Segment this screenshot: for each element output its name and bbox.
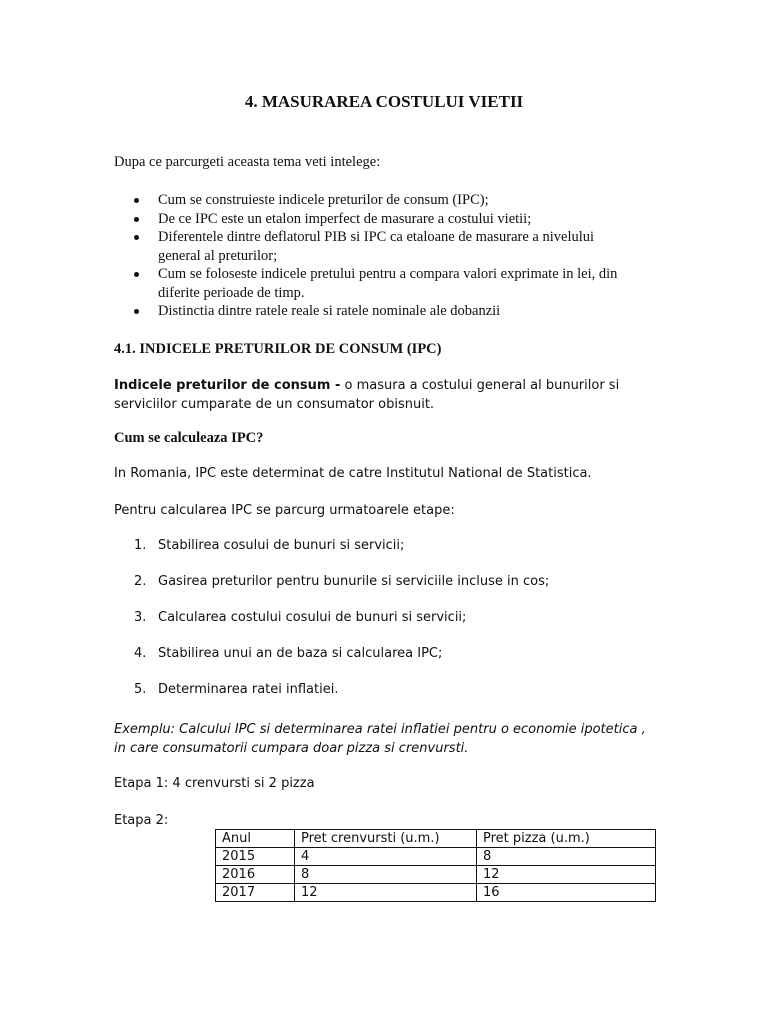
list-item (114, 610, 549, 646)
table-cell: 2017 (216, 884, 295, 902)
step-number: 3. (134, 610, 147, 625)
definition-text: o masura a costului general al bunurilor si serviciilor cumparate de un consumator obisnuit. (114, 378, 620, 412)
table-header-row (216, 830, 656, 848)
paragraph: In Romania, IPC este determinat de catre Institutul National de Statistica. (114, 466, 592, 481)
table-row (216, 848, 656, 866)
steps-list (114, 538, 549, 718)
list-item: De ce IPC este un etalon imperfect de masurare a costului vietii; (114, 210, 634, 229)
step-text: Calcularea costului cosului de bunuri si servicii; (158, 610, 467, 625)
step-number: 2. (134, 574, 147, 589)
table-row (216, 884, 656, 902)
example-paragraph: Exemplu: Calcului IPC si determinarea ratei inflatiei pentru o economie ipotetica , in care consumatorii cumpara doar pizza si crenvursti. (114, 722, 646, 756)
list-item: Distinctia dintre ratele reale si ratele nominale ale dobanzii (114, 302, 634, 321)
table-row (216, 866, 656, 884)
list-item: Cum se foloseste indicele pretului pentru a compara valori exprimate in lei, din diferite perioade de timp. (114, 265, 634, 302)
step-number: 5. (134, 682, 147, 697)
step-number: 1. (134, 538, 147, 553)
question-heading: Cum se calculeaza IPC? (114, 430, 264, 446)
table-cell: 8 (295, 866, 477, 884)
table-cell: 2016 (216, 866, 295, 884)
paragraph: Pentru calcularea IPC se parcurg urmatoarele etape: (114, 503, 455, 518)
table-cell: 12 (477, 866, 656, 884)
table-header-cell: Pret crenvursti (u.m.) (295, 830, 477, 848)
list-item (114, 574, 549, 610)
definition-paragraph (114, 376, 634, 414)
step-text: Determinarea ratei inflatiei. (158, 682, 339, 697)
list-item (114, 682, 549, 718)
table-header-cell: Anul (216, 830, 295, 848)
step-text: Gasirea preturilor pentru bunurile si serviciile incluse in cos; (158, 574, 550, 589)
list-item: Cum se construieste indicele preturilor de consum (IPC); (114, 191, 634, 210)
page-title: 4. MASURAREA COSTULUI VIETII (244, 92, 524, 111)
step-text: Stabilirea unui an de baza si calcularea IPC; (158, 646, 443, 661)
etapa-1-label: Etapa 1: 4 crenvursti si 2 pizza (114, 776, 315, 791)
table-header-cell: Pret pizza (u.m.) (477, 830, 656, 848)
list-item: Diferentele dintre deflatorul PIB si IPC ca etaloane de masurare a nivelului general al preturilor; (114, 228, 634, 265)
etapa-2-label: Etapa 2: (114, 813, 169, 828)
intro-text: Dupa ce parcurgeti aceasta tema veti intelege: (114, 154, 381, 170)
table-cell: 2015 (216, 848, 295, 866)
list-item (114, 646, 549, 682)
table-cell: 8 (477, 848, 656, 866)
section-heading: 4.1. INDICELE PRETURILOR DE CONSUM (IPC) (114, 341, 442, 357)
price-table (215, 829, 656, 902)
step-text: Stabilirea cosului de bunuri si servicii; (158, 538, 405, 553)
definition-term: Indicele preturilor de consum - (114, 378, 341, 393)
table-cell: 12 (295, 884, 477, 902)
table-cell: 16 (477, 884, 656, 902)
list-item (114, 538, 549, 574)
table-cell: 4 (295, 848, 477, 866)
objectives-list (114, 191, 634, 321)
step-number: 4. (134, 646, 147, 661)
